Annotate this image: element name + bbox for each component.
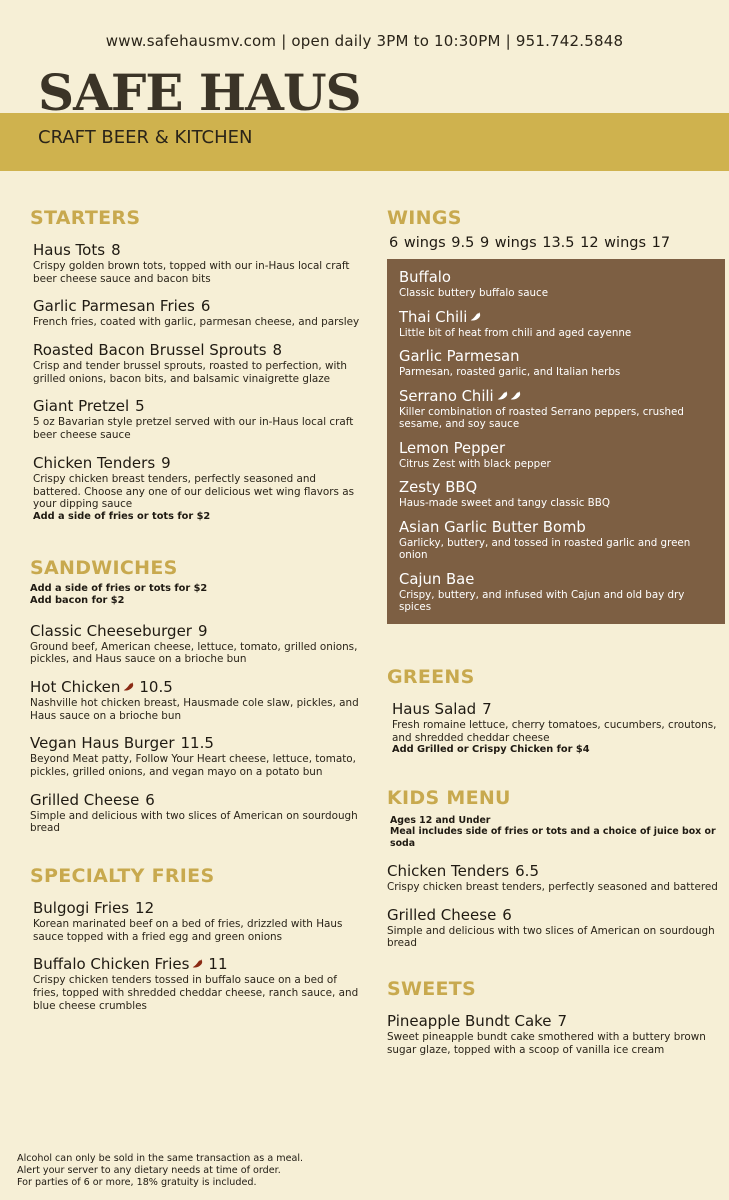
item-name: Pineapple Bundt Cake — [387, 1011, 552, 1030]
section-title: GREENS — [387, 666, 475, 689]
item-price: 6 — [145, 790, 155, 809]
item-note: Add Grilled or Crispy Chicken for $4 — [392, 744, 590, 756]
wing-flavor — [399, 388, 713, 431]
flavor-desc: Garlicky, buttery, and tossed in roasted garlic and green onion — [399, 536, 691, 562]
item-name: Garlic Parmesan Fries — [33, 297, 195, 316]
item-price: 9 — [197, 621, 208, 640]
item-price: 9 — [161, 453, 171, 472]
item-name: Grilled Cheese — [387, 905, 497, 924]
menu-item — [30, 341, 360, 385]
menu-item — [30, 622, 360, 666]
item-desc: Sweet pineapple bundt cake smothered with a buttery brown sugar glaze, topped with a scoop of vanilla ice cream — [387, 1030, 706, 1056]
item-price: 6 — [200, 297, 211, 316]
footer-line: Alert your server to any dietary needs at time of order. — [17, 1164, 281, 1176]
wing-prices: 6 wings 9.5 9 wings 13.5 12 wings 17 — [389, 235, 671, 251]
wing-flavors-box — [387, 259, 725, 624]
flavor-desc: Killer combination of roasted Serrano peppers, crushed sesame, and soy sauce — [399, 405, 684, 431]
item-desc: 5 oz Bavarian style pretzel served with our in-Haus local craft beer cheese sauce — [33, 416, 354, 442]
item-name: Vegan Haus Burger — [30, 734, 175, 753]
flavor-desc: Haus-made sweet and tangy classic BBQ — [399, 497, 610, 510]
logo: SAFE HAUS — [38, 63, 361, 122]
wing-flavor — [399, 519, 713, 562]
item-price: 7 — [557, 1011, 568, 1030]
section-note: Ages 12 and Under — [390, 814, 491, 826]
section-specialty-fries — [30, 865, 360, 1012]
section-title: SANDWICHES — [30, 557, 178, 580]
menu-item — [30, 791, 360, 835]
item-name: Hot Chicken — [30, 677, 121, 696]
item-price: 11.5 — [180, 734, 214, 753]
menu-item — [30, 297, 360, 329]
item-price: 8 — [111, 241, 121, 259]
item-desc: Crispy chicken breast tenders, perfectly seasoned and battered. Choose any one of our delicious wet wing flavors as your dipping sauce — [33, 472, 355, 511]
section-note: Add a side of fries or tots for $2 — [30, 583, 208, 595]
footer-notes — [17, 1153, 303, 1189]
item-desc: Nashville hot chicken breast, Hausmade cole slaw, pickles, and Haus sauce on a brioche bun — [30, 696, 359, 722]
flavor-name: Garlic Parmesan — [399, 348, 520, 366]
item-desc: Korean marinated beef on a bed of fries, drizzled with Haus sauce topped with a fried egg and green onions — [33, 918, 343, 943]
section-sweets — [387, 978, 725, 1056]
item-desc: Crispy chicken tenders tossed in buffalo sauce on a bed of fries, topped with shredded cheddar cheese, ranch sauce, and blue cheese crumbles — [33, 974, 359, 1012]
item-price: 11 — [208, 955, 228, 974]
item-name: Haus Salad — [392, 700, 477, 719]
section-title: WINGS — [387, 207, 462, 229]
flavor-desc: Parmesan, roasted garlic, and Italian herbs — [399, 366, 621, 379]
section-kids-menu — [387, 787, 725, 950]
menu-item — [30, 678, 360, 722]
item-desc: Simple and delicious with two slices of American on sourdough bread — [30, 809, 358, 835]
item-name: Giant Pretzel — [33, 397, 130, 416]
item-desc: Crispy chicken breast tenders, perfectly seasoned and battered — [387, 880, 718, 893]
wing-flavor — [399, 479, 713, 510]
item-desc: Beyond Meat patty, Follow Your Heart cheese, lettuce, tomato, pickles, grilled onions, and vegan mayo on a potato bun — [30, 753, 356, 779]
item-desc: Crispy golden brown tots, topped with our in-Haus local craft beer cheese sauce and bacon bits — [33, 260, 350, 285]
item-desc: Crisp and tender brussel sprouts, roasted to perfection, with grilled onions, bacon bits, and balsamic vinaigrette glaze — [33, 360, 348, 385]
item-price: 5 — [135, 397, 145, 416]
flavor-desc: Classic buttery buffalo sauce — [399, 287, 549, 299]
section-title: SPECIALTY FRIES — [30, 865, 215, 888]
section-title: SWEETS — [387, 977, 477, 1000]
chili-pepper-icon — [510, 389, 523, 403]
item-note: Add a side of fries or tots for $2 — [33, 510, 211, 522]
item-name: Classic Cheeseburger — [30, 621, 192, 640]
section-title: KIDS MENU — [387, 786, 511, 809]
section-note: Add bacon for $2 — [30, 595, 125, 607]
menu-item — [30, 454, 360, 523]
item-name: Haus Tots — [33, 241, 106, 259]
flavor-desc: Crispy, buttery, and infused with Cajun and old bay dry spices — [399, 588, 685, 614]
item-name: Chicken Tenders — [387, 861, 510, 880]
item-name: Chicken Tenders — [33, 453, 156, 472]
chili-pepper-icon — [471, 310, 484, 324]
item-name: Roasted Bacon Brussel Sprouts — [33, 341, 267, 360]
section-wings — [387, 207, 725, 624]
wing-flavor — [399, 440, 713, 471]
flavor-name: Zesty BBQ — [399, 479, 478, 497]
flavor-desc: Little bit of heat from chili and aged cayenne — [399, 326, 632, 339]
right-column — [387, 207, 725, 1078]
menu-item — [30, 241, 360, 285]
menu-item — [30, 955, 360, 1012]
menu-item — [387, 906, 725, 950]
chili-pepper-icon — [124, 680, 137, 694]
flavor-name: Asian Garlic Butter Bomb — [399, 518, 586, 536]
menu-item — [30, 899, 360, 943]
left-column — [30, 207, 360, 1035]
menu-item — [30, 734, 360, 778]
item-name: Bulgogi Fries — [33, 899, 130, 918]
wing-flavor — [399, 571, 713, 614]
item-price: 10.5 — [139, 677, 173, 696]
flavor-desc: Citrus Zest with black pepper — [399, 457, 551, 470]
item-name: Grilled Cheese — [30, 790, 140, 809]
flavor-name: Buffalo — [399, 269, 451, 286]
item-desc: Fresh romaine lettuce, cherry tomatoes, cucumbers, croutons, and shredded cheddar cheese — [392, 719, 717, 744]
item-desc: French fries, coated with garlic, parmesan cheese, and parsley — [33, 316, 360, 329]
wing-flavor — [399, 269, 713, 300]
flavor-name: Serrano Chili — [399, 387, 494, 405]
flavor-name: Cajun Bae — [399, 570, 475, 588]
tagline: CRAFT BEER & KITCHEN — [38, 127, 253, 148]
item-price: 8 — [272, 341, 283, 360]
flavor-name: Lemon Pepper — [399, 439, 506, 457]
contact-bar: www.safehausmv.com | open daily 3PM to 10:30PM | 951.742.5848 — [105, 32, 624, 50]
item-price: 6.5 — [515, 861, 539, 880]
item-price: 7 — [482, 700, 492, 719]
chili-pepper-icon — [193, 958, 206, 972]
item-name: Buffalo Chicken Fries — [33, 955, 190, 974]
menu-item — [387, 1012, 725, 1056]
flavor-name: Thai Chili — [399, 308, 468, 326]
section-sandwiches — [30, 557, 360, 835]
wing-flavor — [399, 348, 713, 379]
menu-item — [387, 700, 725, 757]
footer-line: For parties of 6 or more, 18% gratuity is included. — [17, 1176, 257, 1188]
wing-flavor — [399, 309, 713, 340]
section-note: Meal includes side of fries or tots and a choice of juice box or soda — [390, 826, 716, 850]
item-desc: Ground beef, American cheese, lettuce, tomato, grilled onions, pickles, and Haus sauce on a brioche bun — [30, 640, 358, 666]
chili-pepper-icon — [497, 389, 510, 403]
footer-line: Alcohol can only be sold in the same transaction as a meal. — [17, 1153, 304, 1164]
menu-item — [387, 862, 725, 894]
section-starters — [30, 207, 360, 523]
item-price: 6 — [502, 905, 512, 924]
section-greens — [387, 666, 725, 757]
item-desc: Simple and delicious with two slices of American on sourdough bread — [387, 924, 715, 950]
section-title: STARTERS — [30, 207, 141, 229]
menu-item — [30, 397, 360, 441]
item-price: 12 — [135, 899, 155, 918]
